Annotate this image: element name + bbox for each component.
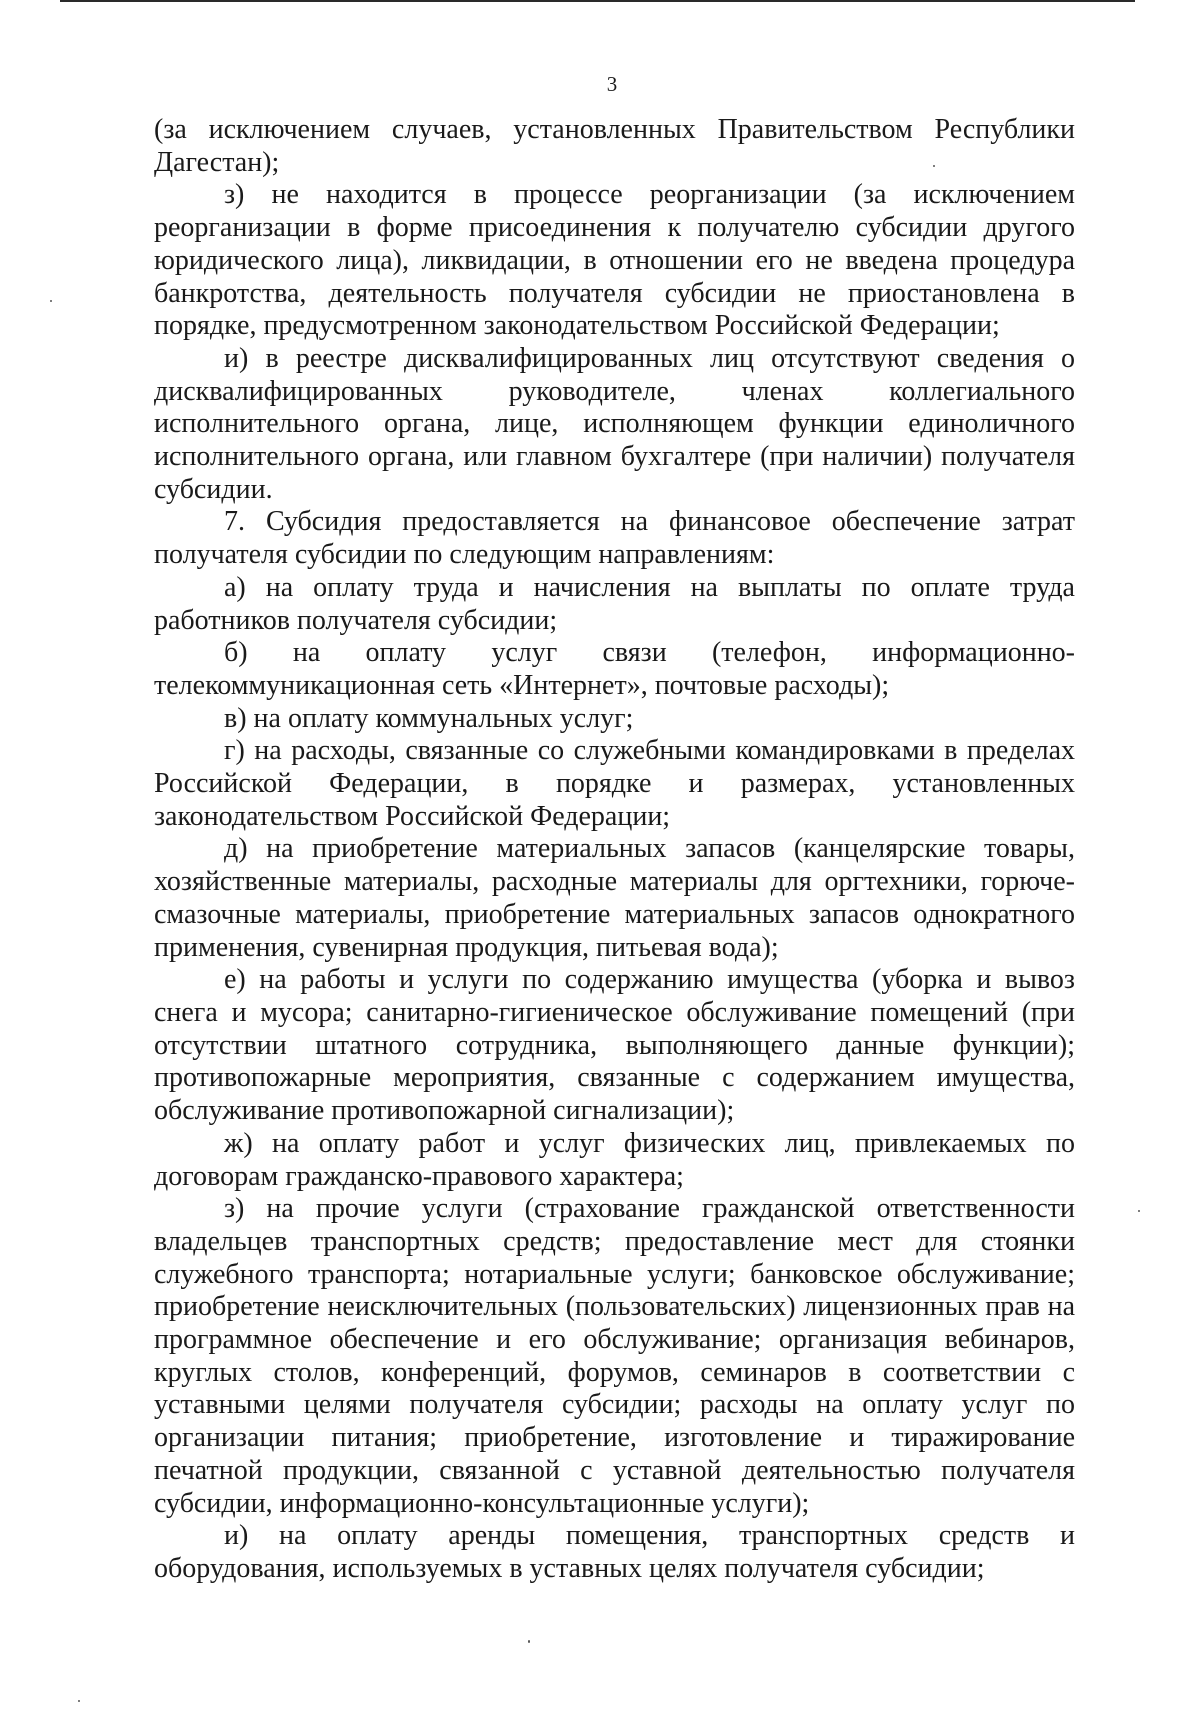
paragraph-item-i-disqualified-register: и) в реестре дисквалифицированных лиц отсутствуют сведения о дисквалифицированных руководителе, членах коллегиального исполнительного органа, лице, исполняющем функции единоличного исполнительного органа, или главном бухгалтере (при наличии) получателя субсидии. — [154, 342, 1075, 505]
paragraph-item-i-rent: и) на оплату аренды помещения, транспортных средств и оборудования, используемых в уставных целях получателя субсидии; — [154, 1520, 1075, 1584]
scan-top-edge — [60, 0, 1135, 2]
scan-speck — [1138, 1210, 1140, 1212]
paragraph-item-z-other-services: з) на прочие услуги (страхование гражданской ответственности владельцев транспортных средств; предоставление мест для стоянки служебного транспорта; нотариальные услуги; банковское обслуживание; приобретение неисключительных (пользовательских) лицензионных прав на программное обеспечение и его обслуживание; организация вебинаров, круглых столов, конференций, форумов, семинаров в соответствии с уставными целями получателя субсидии; расходы на оплату услуг по организации питания; приобретение, изготовление и тиражирование печатной продукции, связанной с уставной деятельностью получателя субсидии, информационно-консультационные услуги); — [154, 1193, 1075, 1519]
page-number: 3 — [606, 72, 618, 96]
scan-speck — [78, 1700, 80, 1702]
paragraph-item-z-reorganization: з) не находится в процессе реорганизации (за исключением реорганизации в форме присоединения к получателю субсидии другого юридического лица), ликвидации, в отношении его не введена процедура банкротства, деятельность получателя субсидии не приостановлена в порядке, предусмотренном законодательством Российской Федерации; — [154, 179, 1075, 342]
paragraph-continuation: (за исключением случаев, установленных Правительством Республики Дагестан); — [154, 114, 1075, 178]
scan-speck — [528, 1640, 530, 1643]
paragraph-item-g-business-trips: г) на расходы, связанные со служебными командировками в пределах Российской Федерации, в порядке и размерах, установленных законодательством Российской Федерации; — [154, 735, 1075, 832]
document-body — [154, 114, 1075, 1586]
paragraph-item-d-materials: д) на приобретение материальных запасов (канцелярские товары, хозяйственные материалы, расходные материалы для оргтехники, горюче-смазочные материалы, приобретение материальных запасов однократного применения, сувенирная продукция, питьевая вода); — [154, 833, 1075, 963]
paragraph-item-zh-contractors: ж) на оплату работ и услуг физических лиц, привлекаемых по договорам гражданско-правового характера; — [154, 1127, 1075, 1192]
scan-speck — [50, 300, 52, 302]
scan-speck — [933, 165, 935, 167]
paragraph-clause-7: 7. Субсидия предоставляется на финансовое обеспечение затрат получателя субсидии по следующим направлениям: — [154, 506, 1075, 571]
paragraph-item-e-maintenance: е) на работы и услуги по содержанию имущества (уборка и вывоз снега и мусора; санитарно-гигиеническое обслуживание помещений (при отсутствии штатного сотрудника, выполняющего данные функции); противопожарные мероприятия, связанные с содержанием имущества, обслуживание противопожарной сигнализации); — [154, 964, 1075, 1127]
paragraph-item-a-labor: а) на оплату труда и начисления на выплаты по оплате труда работников получателя субсидии; — [154, 571, 1075, 636]
paragraph-item-v-utilities: в) на оплату коммунальных услуг; — [224, 702, 634, 734]
paragraph-item-b-communications: б) на оплату услуг связи (телефон, информационно-телекоммуникационная сеть «Интернет», почтовые расходы); — [154, 637, 1075, 701]
